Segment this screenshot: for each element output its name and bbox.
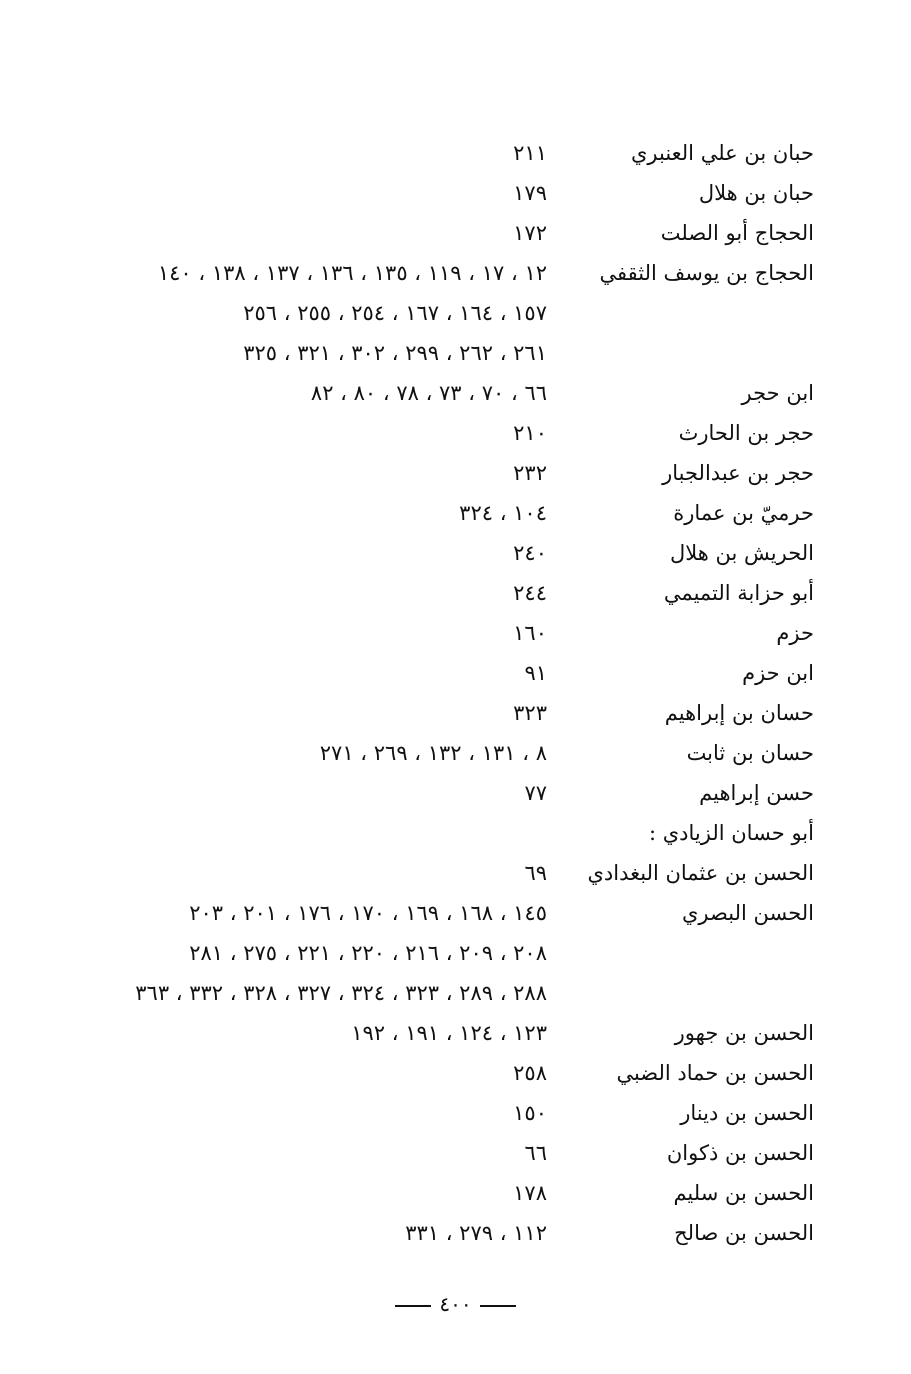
entry-name: الحسن البصري [682, 901, 814, 925]
entry-name: الحريش بن هلال [669, 541, 814, 565]
entry-name: الحسن بن عثمان البغدادي [587, 861, 814, 885]
index-entry [0, 173, 911, 213]
index-entry [0, 493, 911, 533]
entry-pages: ١٧٨ [513, 1181, 547, 1205]
index-entry [0, 213, 911, 253]
entry-pages: ١٥٧ ، ١٦٤ ، ١٦٧ ، ٢٥٤ ، ٢٥٥ ، ٢٥٦ [243, 301, 547, 325]
index-entry [0, 893, 911, 933]
index-entry [0, 1213, 911, 1253]
entry-name: الحسن بن ذكوان [666, 1141, 814, 1165]
entry-name: ابن حجر [741, 381, 814, 405]
index-entry [0, 693, 911, 733]
entry-name: الحسن بن صالح [674, 1221, 814, 1245]
entry-name: حجر بن الحارث [678, 421, 814, 445]
index-entry [0, 1173, 911, 1213]
entry-pages: ٢٤٤ [513, 581, 547, 605]
entry-name: الحجاج أبو الصلت [660, 221, 814, 245]
entry-pages: ١١٢ ، ٢٧٩ ، ٣٣١ [405, 1221, 547, 1245]
entry-pages: ٦٩ [524, 861, 547, 885]
entry-pages: ٢٦١ ، ٢٦٢ ، ٢٩٩ ، ٣٠٢ ، ٣٢١ ، ٣٢٥ [243, 341, 547, 365]
entry-pages: ٣٢٣ [513, 701, 547, 725]
entry-pages: ١٤٥ ، ١٦٨ ، ١٦٩ ، ١٧٠ ، ١٧٦ ، ٢٠١ ، ٢٠٣ [189, 901, 547, 925]
entry-name: حسان بن إبراهيم [664, 701, 814, 725]
index-entry-continuation [0, 333, 911, 373]
entry-name: ابن حزم [742, 661, 814, 685]
index-entry-continuation [0, 973, 911, 1013]
entry-name: الحسن بن حماد الضبي [616, 1061, 814, 1085]
entry-pages: ٢٥٨ [513, 1061, 547, 1085]
page-footer [0, 1292, 911, 1316]
entry-pages: ٦٦ [524, 1141, 547, 1165]
index-entry [0, 373, 911, 413]
index-entry [0, 133, 911, 173]
entry-name: أبو حسان الزيادي : [648, 821, 814, 845]
entry-name: أبو حزابة التميمي [663, 581, 814, 605]
index-entry [0, 653, 911, 693]
index-entry [0, 1053, 911, 1093]
entry-pages: ٢٤٠ [513, 541, 547, 565]
index-entry [0, 413, 911, 453]
entry-pages: ٩١ [524, 661, 547, 685]
entry-name: حرميّ بن عمارة [673, 501, 814, 525]
index-entries [0, 133, 911, 1253]
entry-pages: ٧٧ [524, 781, 547, 805]
index-entry [0, 1133, 911, 1173]
entry-pages: ١٥٠ [513, 1101, 547, 1125]
entry-pages: ١٢ ، ١٧ ، ١١٩ ، ١٣٥ ، ١٣٦ ، ١٣٧ ، ١٣٨ ، ١٤٠ [157, 261, 547, 285]
entry-name: حبان بن علي العنبري [630, 141, 814, 165]
index-entry [0, 253, 911, 293]
entry-name: حبان بن هلال [698, 181, 814, 205]
entry-name: الحسن بن دينار [680, 1101, 814, 1125]
entry-pages: ١٧٢ [513, 221, 547, 245]
entry-name: الحسن بن جهور [674, 1021, 814, 1045]
index-entry-continuation [0, 933, 911, 973]
index-entry [0, 813, 911, 853]
index-entry [0, 613, 911, 653]
index-entry [0, 1093, 911, 1133]
index-entry [0, 533, 911, 573]
entry-name: حجر بن عبدالجبار [662, 461, 814, 485]
page-number: ٤٠٠ [439, 1292, 472, 1316]
entry-pages: ١٧٩ [513, 181, 547, 205]
index-entry-continuation [0, 293, 911, 333]
entry-pages: ٢٠٨ ، ٢٠٩ ، ٢١٦ ، ٢٢٠ ، ٢٢١ ، ٢٧٥ ، ٢٨١ [189, 941, 547, 965]
entry-name: حسن إبراهيم [699, 781, 814, 805]
entry-pages: ١٦٠ [513, 621, 547, 645]
index-entry [0, 573, 911, 613]
entry-pages: ٢١١ [513, 141, 547, 165]
index-entry [0, 853, 911, 893]
entry-pages: ٢٣٢ [513, 461, 547, 485]
index-entry [0, 773, 911, 813]
entry-name: حسان بن ثابت [686, 741, 814, 765]
entry-name: الحجاج بن يوسف الثقفي [599, 261, 814, 285]
footer-dash [480, 1305, 516, 1307]
entry-pages: ٢١٠ [513, 421, 547, 445]
entry-name: الحسن بن سليم [673, 1181, 814, 1205]
entry-name: حزم [776, 621, 814, 645]
entry-pages: ٢٨٨ ، ٢٨٩ ، ٣٢٣ ، ٣٢٤ ، ٣٢٧ ، ٣٢٨ ، ٣٣٢ ، ٣٦٣ [135, 981, 547, 1005]
entry-pages: ١٢٣ ، ١٢٤ ، ١٩١ ، ١٩٢ [351, 1021, 547, 1045]
index-entry [0, 1013, 911, 1053]
index-entry [0, 453, 911, 493]
entry-pages: ١٠٤ ، ٣٢٤ [459, 501, 547, 525]
index-entry [0, 733, 911, 773]
footer-dash [395, 1305, 431, 1307]
entry-pages: ٦٦ ، ٧٠ ، ٧٣ ، ٧٨ ، ٨٠ ، ٨٢ [310, 381, 547, 405]
entry-pages: ٨ ، ١٣١ ، ١٣٢ ، ٢٦٩ ، ٢٧١ [319, 741, 547, 765]
